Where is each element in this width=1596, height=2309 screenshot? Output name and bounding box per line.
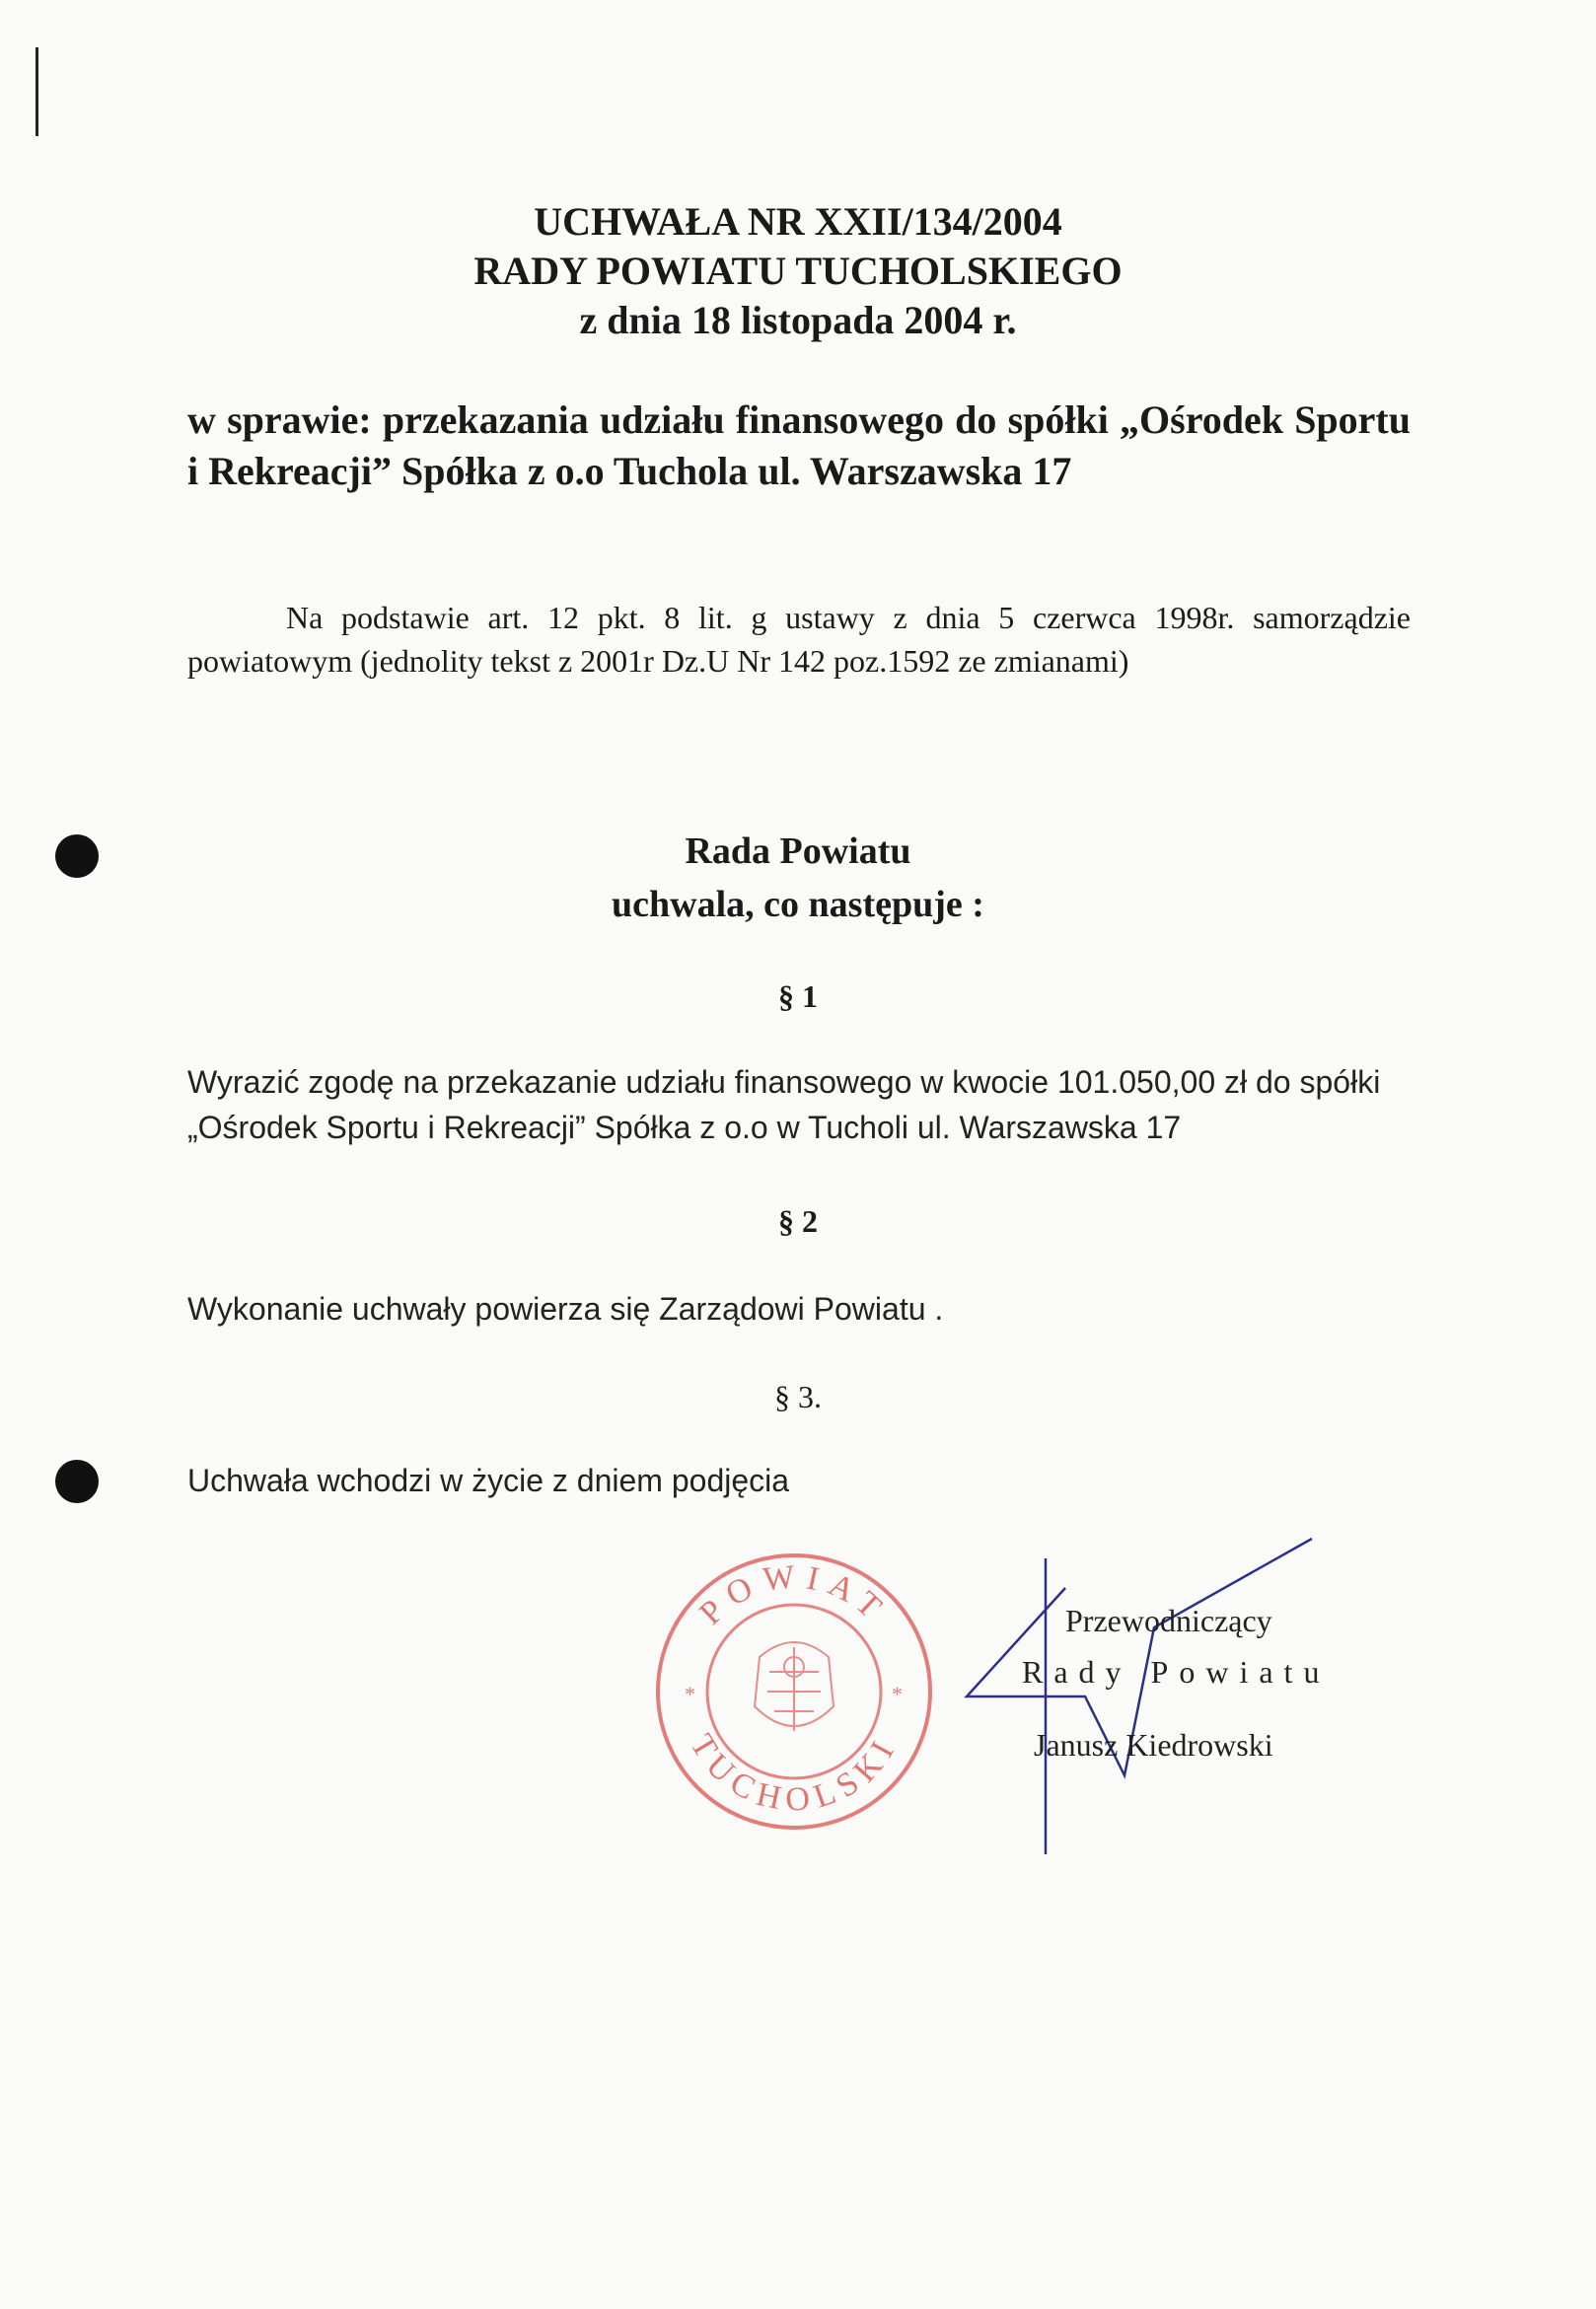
signatory-role: Przewodniczący — [1065, 1603, 1272, 1638]
section-2-text: Wykonanie uchwały powierza się Zarządowi Powiatu . — [187, 1291, 944, 1327]
resolution-title — [0, 197, 1596, 345]
title-line-date: z dnia 18 listopada 2004 r. — [579, 298, 1017, 342]
legal-basis: Na podstawie art. 12 pkt. 8 lit. g ustawy z dnia 5 czerwca 1998r. samorządzie powiatowym (jednolity tekst z 2001r Dz.U Nr 142 poz.1592 ze zmianami) — [187, 600, 1411, 679]
edge-mark — [36, 47, 38, 136]
title-line-number: UCHWAŁA NR XXII/134/2004 — [534, 199, 1062, 244]
stamp-emblem-icon — [755, 1642, 834, 1731]
svg-text:POWIAT — [692, 1558, 896, 1632]
svg-text:*: * — [685, 1682, 695, 1706]
section-3-text: Uchwała wchodzi w życie z dniem podjęcia — [187, 1463, 790, 1498]
signatory-council: Rady Powiatu — [1022, 1654, 1331, 1690]
punch-hole-bottom — [55, 1460, 99, 1503]
resolution-subject: w sprawie: przekazania udziału finansowego do spółki „Ośrodek Sportu i Rekreacji” Spółka z o.o Tuchola ul. Warszawska 17 — [187, 397, 1411, 493]
signatory-name: Janusz Kiedrowski — [1034, 1727, 1273, 1763]
section-2-mark: § 2 — [778, 1203, 818, 1239]
section-1-text: Wyrazić zgodę na przekazanie udziału finansowego w kwocie 101.050,00 zł do spółki „Ośrodek Sportu i Rekreacji” Spółka z o.o w Tucholi ul. Warszawska 17 — [187, 1064, 1381, 1145]
stamp-top-text: POWIAT — [692, 1557, 896, 1632]
council-resolves: uchwala, co następuje : — [612, 884, 984, 925]
section-1-mark: § 1 — [778, 978, 818, 1014]
stamp-bottom-text: TUCHOLSKI — [683, 1728, 906, 1819]
council-heading — [0, 825, 1596, 931]
official-stamp — [651, 1549, 937, 1835]
svg-text:*: * — [892, 1682, 903, 1706]
title-line-council: RADY POWIATU TUCHOLSKIEGO — [473, 249, 1123, 293]
section-3-mark: § 3. — [774, 1379, 822, 1414]
council-name: Rada Powiatu — [685, 830, 911, 872]
